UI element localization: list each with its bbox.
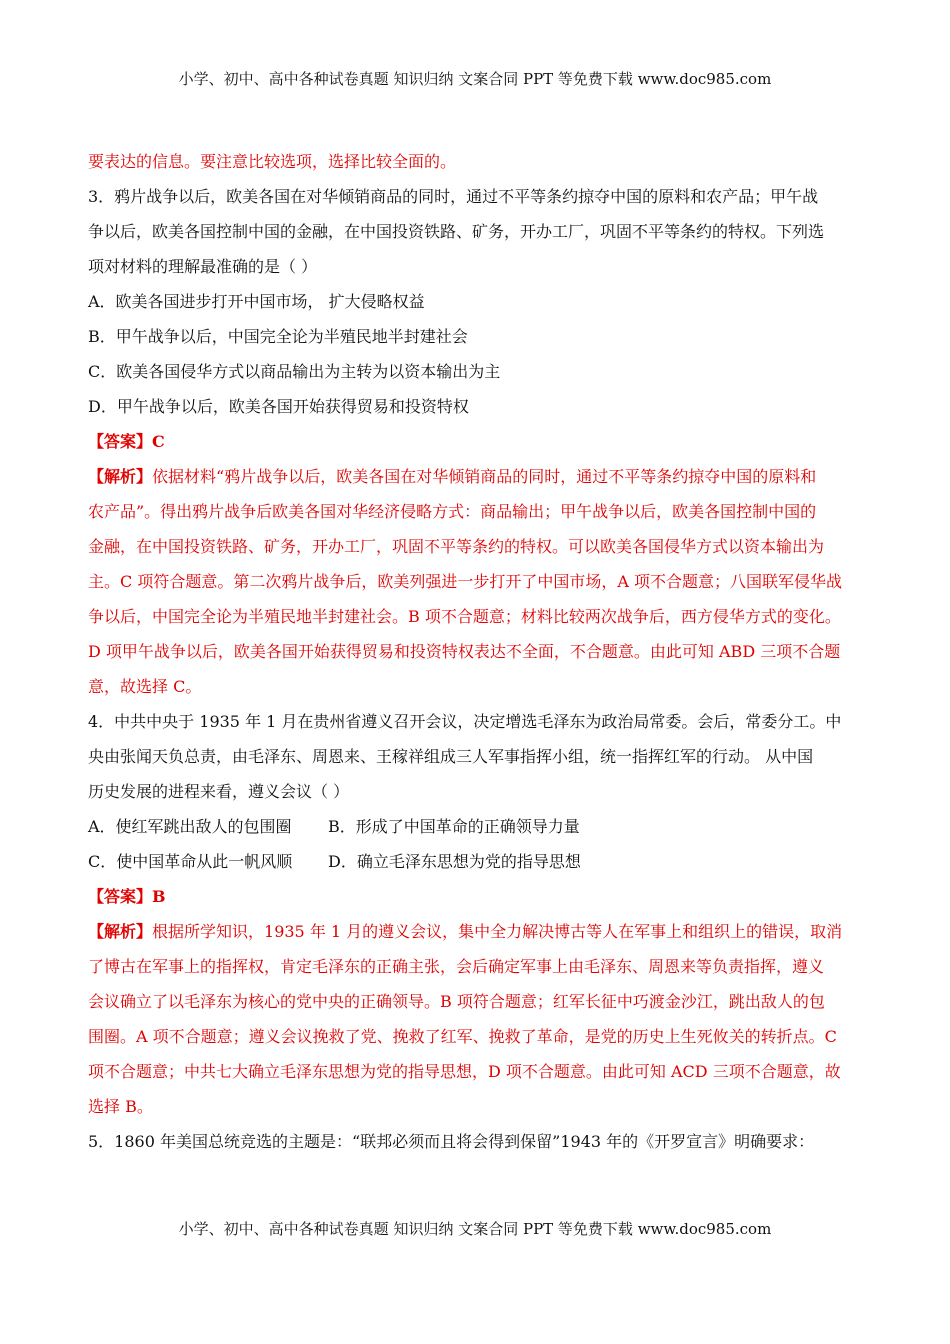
q4-options-row-1 [88, 809, 868, 844]
q3-analysis-line-3: 金融，在中国投资铁路、矿务，开办工厂，巩固不平等条约的特权。可以欧美各国侵华方式以资本输出为 [88, 537, 825, 556]
q4-option-d: D．确立毛泽东思想为党的指导思想 [328, 852, 581, 871]
q4-analysis-line-6: 选择 B。 [88, 1097, 153, 1116]
q3-analysis-line-1 [88, 459, 868, 494]
intro-analysis-tail: 要表达的信息。要注意比较选项，选择比较全面的。 [88, 152, 457, 171]
q4-analysis-line-5: 项不合题意；中共七大确立毛泽东思想为党的指导思想，D 项不合题意。由此可知 ACD 三项不合题意，故 [88, 1062, 841, 1081]
q3-stem-line-3: 项对材料的理解最准确的是（ ） [88, 257, 318, 276]
q3-analysis-label: 【解析】 [88, 467, 153, 486]
q5-stem-line-1: 5．1860 年美国总统竞选的主题是：“联邦必须而且将会得到保留”1943 年的《开罗宣言》明确要求： [88, 1132, 815, 1151]
q4-option-a: A．使红军跳出敌人的包围圈 [88, 817, 292, 836]
q4-answer [88, 879, 868, 914]
q3-analysis-line-5: 争以后，中国完全论为半殖民地半封建社会。B 项不合题意；材料比较两次战争后，西方侵华方式的变化。 [88, 607, 841, 626]
q4-stem-line-3: 历史发展的进程来看，遵义会议（ ） [88, 782, 350, 801]
q4-option-b: B．形成了中国革命的正确领导力量 [328, 817, 580, 836]
q4-options-row-2 [88, 844, 868, 879]
q3-answer [88, 424, 868, 459]
q4-analysis-label: 【解析】 [88, 922, 153, 941]
q4-answer-label: 【答案】 [88, 887, 153, 906]
q3-stem-line-1: 3．鸦片战争以后，欧美各国在对华倾销商品的同时，通过不平等条约掠夺中国的原料和农产品；甲午战 [88, 187, 819, 206]
q4-analysis-line-4: 围圈。A 项不合题意；遵义会议挽救了党、挽救了红军、挽救了革命，是党的历史上生死攸关的转折点。C [88, 1027, 837, 1046]
q4-answer-value: B [152, 887, 166, 906]
q3-analysis-line-6: D 项甲午战争以后，欧美各国开始获得贸易和投资特权表达不全面，不合题意。由此可知 ABD 三项不合题 [88, 642, 841, 661]
document-body [88, 144, 868, 1159]
q4-analysis-first: 根据所学知识，1935 年 1 月的遵义会议，集中全力解决博古等人在军事上和组织上的错误，取消 [152, 922, 843, 941]
q3-stem-line-2: 争以后，欧美各国控制中国的金融，在中国投资铁路、矿务，开办工厂，巩固不平等条约的特权。下列选 [88, 222, 825, 241]
q3-option-d: D．甲午战争以后，欧美各国开始获得贸易和投资特权 [88, 397, 469, 416]
page-footer: 小学、初中、高中各种试卷真题 知识归纳 文案合同 PPT 等免费下载 www.doc985.com [178, 1220, 772, 1238]
q4-option-c: C．使中国革命从此一帆风顺 [88, 852, 293, 871]
question-3 [88, 179, 868, 704]
q3-answer-label: 【答案】 [88, 432, 153, 451]
q3-analysis-line-4: 主。C 项符合题意。第二次鸦片战争后，欧美列强进一步打开了中国市场，A 项不合题意；八国联军侵华战 [88, 572, 842, 591]
q4-analysis-line-3: 会议确立了以毛泽东为核心的党中央的正确领导。B 项符合题意；红军长征中巧渡金沙江，跳出敌人的包 [88, 992, 825, 1011]
q3-option-b: B．甲午战争以后，中国完全论为半殖民地半封建社会 [88, 327, 468, 346]
q3-answer-value: C [152, 432, 165, 451]
q3-analysis-line-2: 农产品”。得出鸦片战争后欧美各国对华经济侵略方式：商品输出；甲午战争以后，欧美各国控制中国的 [88, 502, 817, 521]
question-5 [88, 1124, 868, 1159]
q4-stem-line-1: 4．中共中央于 1935 年 1 月在贵州省遵义召开会议，决定增选毛泽东为政治局常委。会后，常委分工。中 [88, 712, 842, 731]
page-header: 小学、初中、高中各种试卷真题 知识归纳 文案合同 PPT 等免费下载 www.doc985.com [178, 70, 772, 88]
q3-analysis-line-7: 意，故选择 C。 [88, 677, 202, 696]
q3-option-a: A．欧美各国进步打开中国市场， 扩大侵略权益 [88, 292, 425, 311]
q3-option-c: C．欧美各国侵华方式以商品输出为主转为以资本输出为主 [88, 362, 501, 381]
q4-stem-line-2: 央由张闻天负总责，由毛泽东、周恩来、王稼祥组成三人军事指挥小组，统一指挥红军的行动。 从中国 [88, 747, 814, 766]
question-4 [88, 704, 868, 1124]
q4-analysis-line-2: 了博古在军事上的指挥权，肯定毛泽东的正确主张，会后确定军事上由毛泽东、周恩来等负责指挥，遵义 [88, 957, 825, 976]
q4-analysis-line-1 [88, 914, 868, 949]
q3-analysis-first: 依据材料“鸦片战争以后，欧美各国在对华倾销商品的同时，通过不平等条约掠夺中国的原料和 [152, 467, 817, 486]
